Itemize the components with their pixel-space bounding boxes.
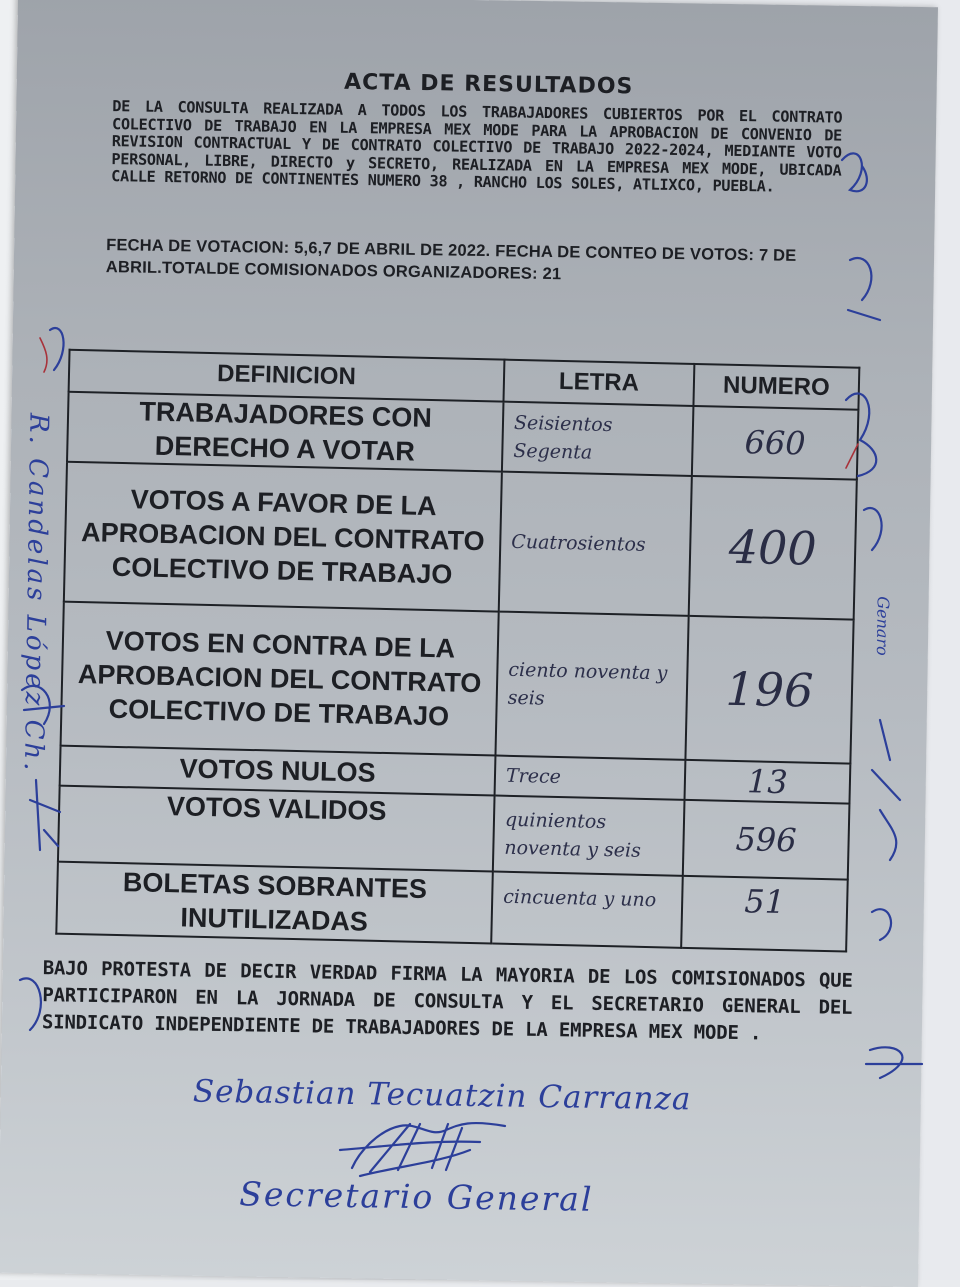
left-margin-note: R. Candelas López Ch. <box>17 412 54 774</box>
row-definition: VOTOS NULOS <box>60 746 496 796</box>
row-number: 400 <box>689 476 857 620</box>
row-letter: Cuatrosientos <box>499 472 692 616</box>
row-number: 596 <box>683 800 850 880</box>
row-definition: VOTOS VALIDOS <box>58 786 495 872</box>
signer-name: Sebastian Tecuatzin Carranza <box>192 1073 692 1118</box>
row-number: 51 <box>681 876 848 952</box>
row-letter: quinientos noventa y seis <box>493 796 685 876</box>
document-intro: DE LA CONSULTA REALIZADA A TODOS LOS TRABAJADORES CUBIERTOS POR EL CONTRATO COLECTIVO DE TRABAJO EN LA EMPRESA MEX MODE PARA LA APROBACION DE CONVENIO DE REVISION CONTRACTUAL Y DE CONTRATO COLECTIVO DE TRABAJO 2022-2024, MEDIANTE VOTO PERSONAL, LIBRE, DIRECTO y SECRETO, REALIZADA EN LA EMPRESA MEX MODE, UBICADA CALLE RETORNO DE CONTINENTES NUMERO 38 , RANCHO LOS SOLES, ATLIXCO, PUEBLA. <box>111 97 843 196</box>
row-definition: VOTOS EN CONTRA DE LA APROBACION DEL CONTRATO COLECTIVO DE TRABAJO <box>61 602 499 756</box>
document-title: ACTA DE RESULTADOS <box>343 69 634 100</box>
row-letter: Trece <box>495 756 686 800</box>
row-letter: Seisientos Segenta <box>502 402 694 476</box>
header-definition: DEFINICION <box>69 350 505 402</box>
signer-role: Secretario General <box>238 1174 594 1219</box>
row-definition: VOTOS A FAVOR DE LA APROBACION DEL CONTRATO COLECTIVO DE TRABAJO <box>64 462 502 612</box>
row-number: 660 <box>692 406 859 480</box>
closing-statement: BAJO PROTESTA DE DECIR VERDAD FIRMA LA MAYORIA DE LOS COMISIONADOS QUE PARTICIPARON EN LA JORNADA DE CONSULTA Y EL SECRETARIO GENERAL DEL SINDICATO INDEPENDIENTE DE TRABAJADORES DE LA EMPRESA MEX MODE . <box>41 957 853 1045</box>
header-letter: LETRA <box>503 360 694 406</box>
row-definition: TRABAJADORES CON DERECHO A VOTAR <box>67 392 503 472</box>
row-letter: ciento noventa y seis <box>495 612 688 760</box>
header-number: NUMERO <box>693 364 859 410</box>
row-letter: cincuenta y uno <box>491 872 683 948</box>
row-number: 13 <box>685 760 851 804</box>
row-definition: BOLETAS SOBRANTES INUTILIZADAS <box>56 862 493 944</box>
row-number: 196 <box>685 616 853 764</box>
table-row <box>64 462 857 620</box>
right-margin-note: Genaro <box>872 596 893 656</box>
table-row <box>61 602 854 764</box>
voting-dates: FECHA DE VOTACION: 5,6,7 DE ABRIL DE 2022. FECHA DE CONTEO DE VOTOS: 7 DE ABRIL.TOTALDE COMISIONADOS ORGANIZADORES: 21 <box>105 236 797 284</box>
results-table <box>55 349 860 953</box>
